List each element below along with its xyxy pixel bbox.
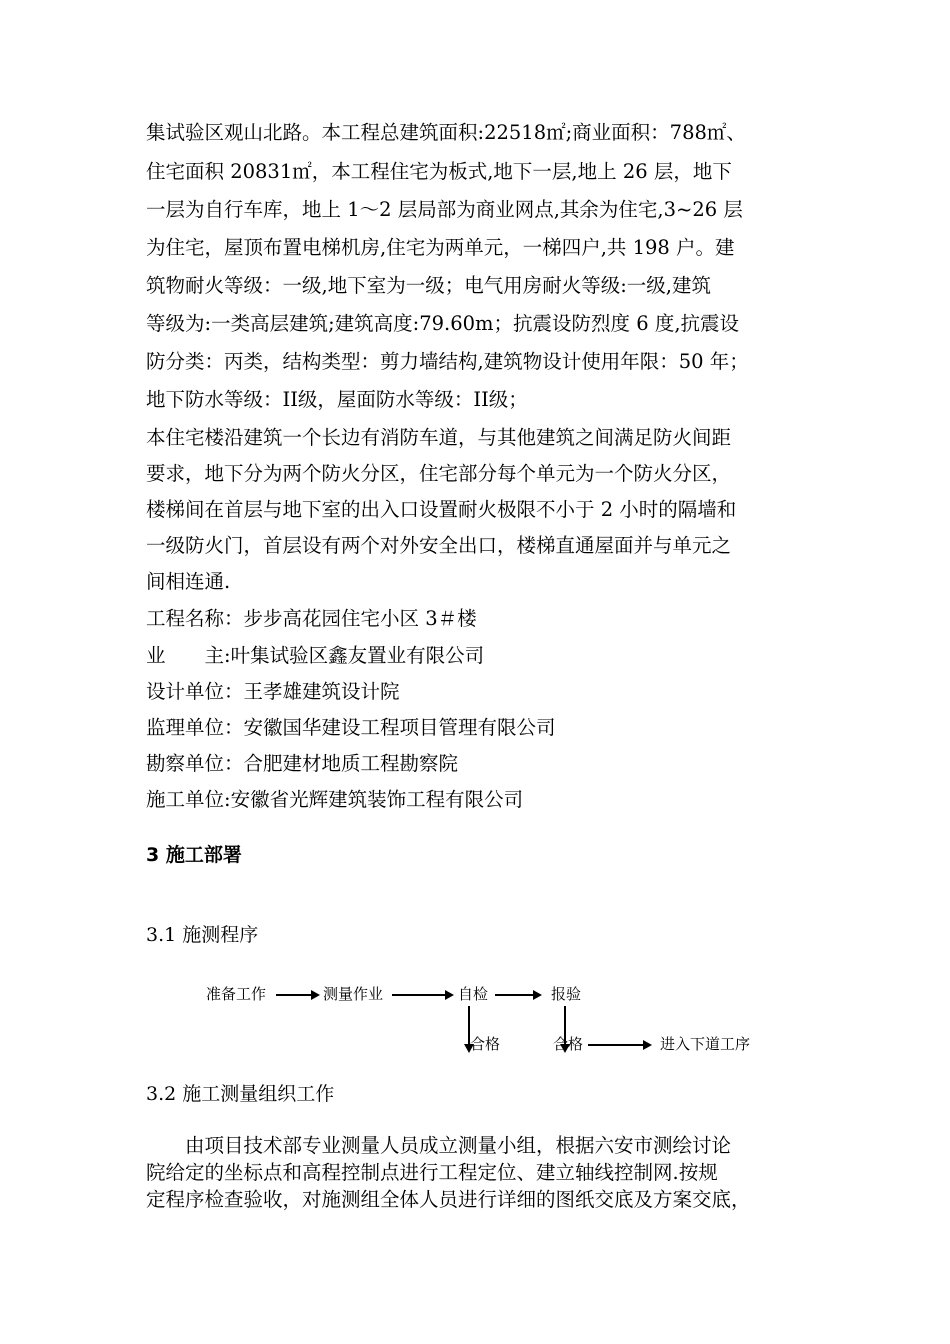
flow-node-report: 报验 [551, 985, 582, 1003]
project-name: 工程名称：步步高花园住宅小区 3＃楼 [146, 607, 477, 630]
flow-node-measure: 测量作业 [323, 985, 384, 1003]
overview-line-1: 集试验区观山北路。本工程总建筑面积:22518㎡;商业面积：788㎡、 [146, 121, 746, 144]
supervision-unit: 监理单位：安徽国华建设工程项目管理有限公司 [146, 716, 556, 739]
flow-arrow-2 [392, 994, 452, 996]
flow-node-prepare: 准备工作 [206, 985, 267, 1003]
flow-arrow-4 [588, 1044, 650, 1046]
section-3-2-heading: 3.2 施工测量组织工作 [146, 1083, 335, 1105]
overview-line-8: 地下防水等级：II级，屋面防水等级：II级； [146, 388, 528, 411]
overview-line-9: 本住宅楼沿建筑一个长边有消防车道，与其他建筑之间满足防火间距 [146, 426, 732, 449]
overview-line-3: 一层为自行车库，地上 1～2 层局部为商业网点,其余为住宅,3~26 层 [146, 198, 743, 221]
overview-line-4: 为住宅，屋顶布置电梯机房,住宅为两单元，一梯四户,共 198 户。建 [146, 236, 735, 259]
flow-node-next-step: 进入下道工序 [660, 1035, 751, 1053]
flow-arrow-1 [276, 994, 318, 996]
paragraph-line-3: 定程序检查验收，对施测组全体人员进行详细的图纸交底及方案交底， [146, 1188, 751, 1211]
overview-line-11: 楼梯间在首层与地下室的出入口设置耐火极限不小于 2 小时的隔墙和 [146, 498, 737, 521]
project-owner: 业 主:叶集试验区鑫友置业有限公司 [146, 644, 485, 667]
flow-node-self-check: 自检 [458, 985, 489, 1003]
section-3-heading: 3 施工部署 [146, 844, 242, 866]
survey-unit: 勘察单位：合肥建材地质工程勘察院 [146, 752, 459, 775]
overview-line-2: 住宅面积 20831㎡，本工程住宅为板式,地下一层,地上 26 层，地下 [146, 160, 732, 183]
overview-line-7: 防分类：丙类，结构类型：剪力墙结构,建筑物设计使用年限：50 年； [146, 350, 749, 373]
overview-line-13: 间相连通. [146, 570, 231, 593]
flow-arrow-3 [495, 994, 540, 996]
flow-node-pass-2: 合格 [553, 1035, 584, 1053]
overview-line-5: 筑物耐火等级：一级,地下室为一级；电气用房耐火等级:一级,建筑 [146, 274, 711, 297]
overview-line-10: 要求，地下分为两个防火分区，住宅部分每个单元为一个防火分区， [146, 462, 732, 485]
flow-node-pass-1: 合格 [470, 1035, 501, 1053]
construction-unit: 施工单位:安徽省光辉建筑装饰工程有限公司 [146, 788, 524, 811]
design-unit: 设计单位：王孝雄建筑设计院 [146, 680, 400, 703]
overview-line-12: 一级防火门，首层设有两个对外安全出口，楼梯直通屋面并与单元之 [146, 534, 732, 557]
section-3-1-heading: 3.1 施测程序 [146, 924, 259, 946]
paragraph-line-2: 院给定的坐标点和高程控制点进行工程定位、建立轴线控制网.按规 [146, 1161, 718, 1184]
overview-line-6: 等级为:一类高层建筑;建筑高度:79.60m；抗震设防烈度 6 度,抗震设 [146, 312, 740, 335]
paragraph-line-1: 由项目技术部专业测量人员成立测量小组，根据六安市测绘讨论 [146, 1134, 732, 1157]
